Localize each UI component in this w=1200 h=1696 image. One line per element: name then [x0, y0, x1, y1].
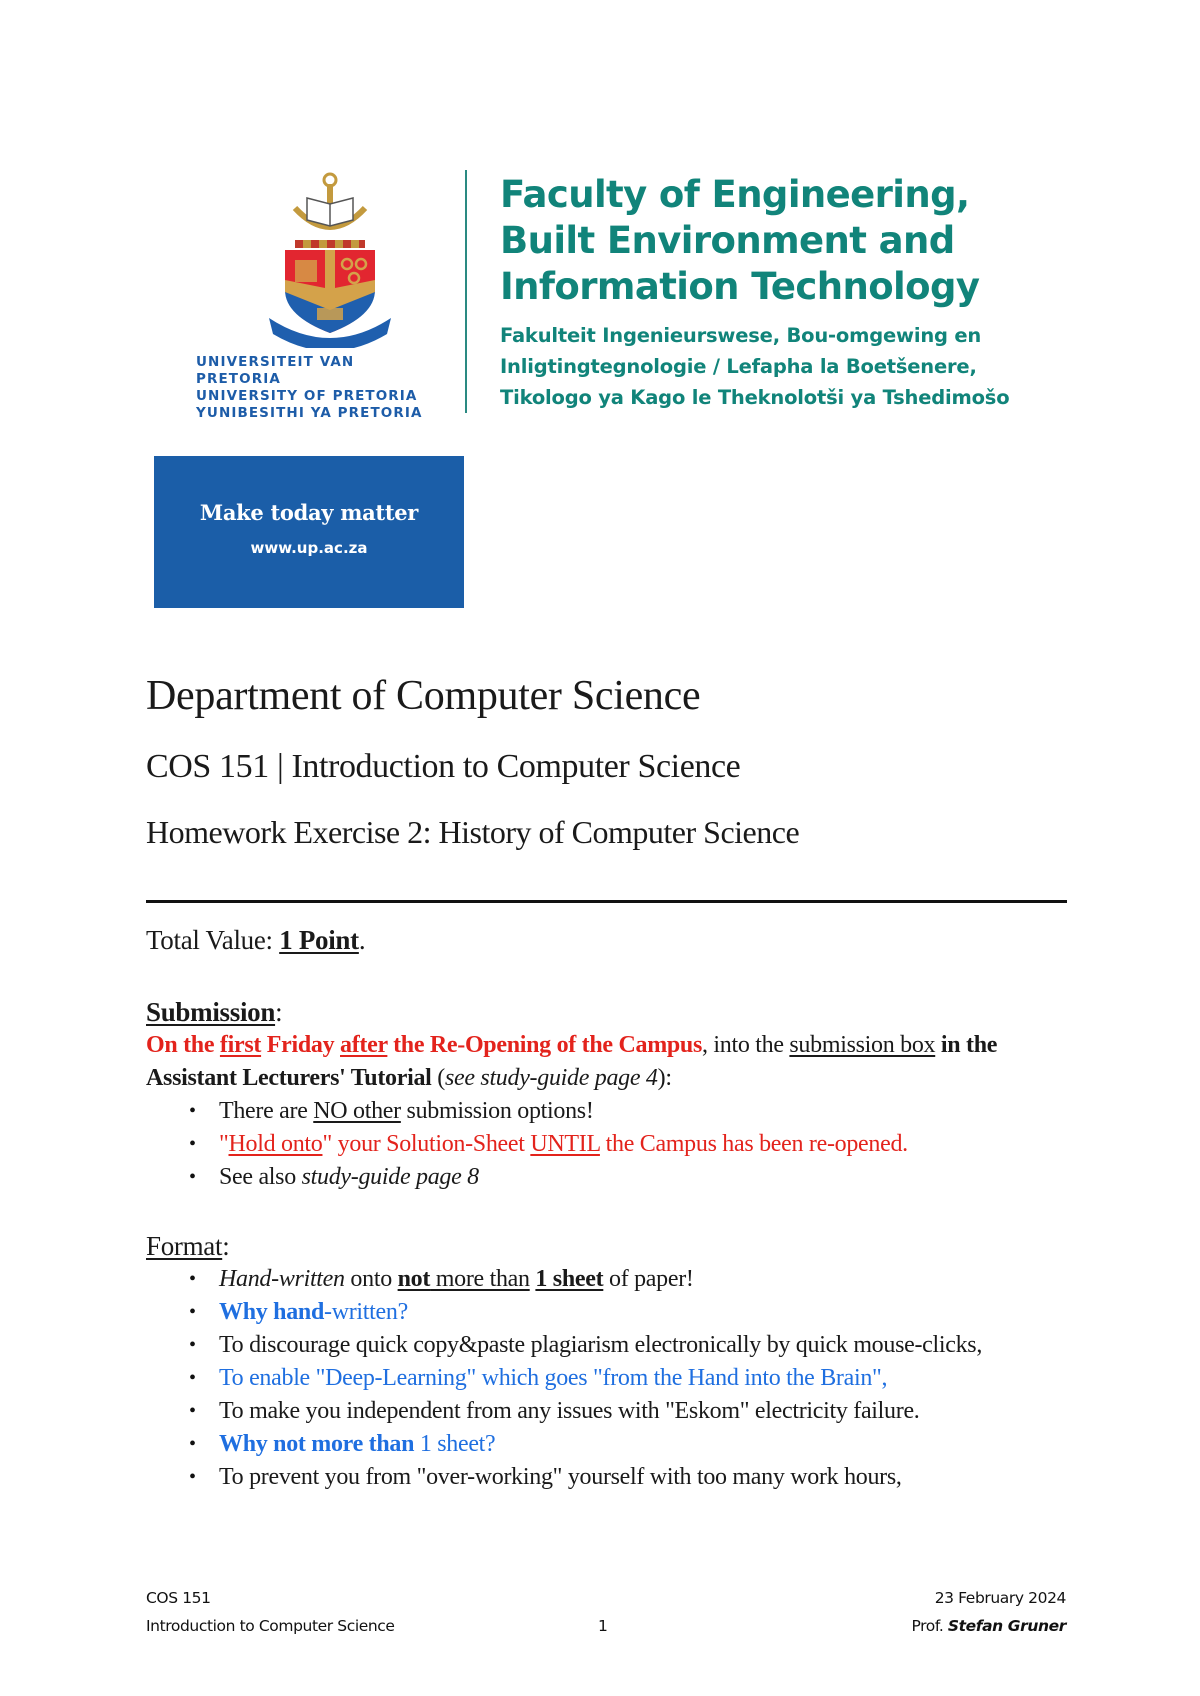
text-run: NO other: [313, 1098, 401, 1124]
faculty-title-line: Information Technology: [500, 265, 980, 308]
faculty-title-line: Built Environment and: [500, 219, 955, 262]
banner-slogan: Make today matter: [199, 500, 419, 525]
text-run: , into the: [702, 1032, 790, 1058]
submission-instructions: [146, 1029, 1076, 1095]
text-run: To make you independent from any issues with "Eskom" electricity failure.: [219, 1398, 920, 1424]
list-item: [146, 1428, 1076, 1461]
total-value-label: Total Value:: [146, 925, 280, 955]
total-value-suffix: .: [358, 925, 366, 955]
text-run: first: [219, 1032, 262, 1058]
faculty-title: [500, 172, 1009, 310]
text-run: There are: [219, 1098, 314, 1124]
faculty-title-line: Faculty of Engineering,: [500, 173, 970, 216]
university-crest-icon: [255, 168, 405, 348]
list-item: [146, 1263, 1076, 1296]
text-run: UNTIL: [530, 1131, 600, 1157]
text-run: submission options!: [400, 1098, 594, 1124]
list-item: [146, 1296, 1076, 1329]
text-run: ):: [657, 1065, 672, 1091]
submission-bullets: [146, 1095, 1076, 1194]
footer-course-code: COS 151: [146, 1589, 211, 1607]
homework-title: Homework Exercise 2: History of Computer Science: [146, 814, 800, 850]
faculty-subtitle-line: Tikologo ya Kago le Theknolotši ya Tshedimošo: [500, 386, 1010, 409]
footer-course-name: Introduction to Computer Science: [146, 1617, 395, 1635]
text-run: To prevent you from "over-working" yourself with too many work hours,: [219, 1464, 902, 1490]
list-item: [146, 1128, 1076, 1161]
format-heading: [146, 1230, 1076, 1263]
text-run: the Re-Opening of the Campus: [387, 1032, 703, 1058]
list-item: [146, 1461, 1076, 1494]
university-name-english: UNIVERSITY OF PRETORIA: [196, 388, 418, 404]
format-heading-text: Format: [146, 1231, 223, 1261]
text-run: ": [219, 1131, 229, 1157]
format-section: [146, 1230, 1076, 1494]
text-run: after: [340, 1032, 388, 1058]
text-run: of paper!: [603, 1266, 694, 1292]
list-item: [146, 1395, 1076, 1428]
heading-colon: :: [275, 997, 283, 1027]
format-bullets: [146, 1263, 1076, 1494]
faculty-subtitle: [500, 320, 1009, 413]
university-name-sepedi: YUNIBESITHI YA PRETORIA: [196, 405, 423, 421]
text-run: To enable "Deep-Learning" which goes "from the Hand into the Brain",: [219, 1365, 888, 1391]
submission-section: [146, 996, 1076, 1194]
list-item: [146, 1329, 1076, 1362]
department-title: Department of Computer Science: [146, 673, 701, 719]
total-value-amount: 1 Point: [279, 925, 359, 955]
faculty-heading: [500, 172, 1009, 413]
course-title: COS 151 | Introduction to Computer Science: [146, 748, 741, 785]
list-item: [146, 1362, 1076, 1395]
text-run: (: [431, 1065, 445, 1091]
university-name-afrikaans: UNIVERSITEIT VAN PRETORIA: [196, 354, 355, 387]
banner-url: www.up.ac.za: [250, 539, 368, 557]
text-run: more than: [430, 1266, 530, 1292]
text-run: submission box: [789, 1032, 936, 1058]
text-run: Hand-written: [219, 1266, 345, 1292]
page-number: 1: [598, 1617, 608, 1635]
author-prefix: Prof.: [911, 1617, 948, 1635]
heading-colon: :: [222, 1231, 230, 1261]
author-name: Stefan Gruner: [947, 1617, 1066, 1635]
text-run: Friday: [261, 1032, 341, 1058]
text-run: See also: [219, 1164, 302, 1190]
text-run: On the: [146, 1032, 220, 1058]
text-run: -written?: [324, 1299, 408, 1325]
text-run: 1 sheet: [535, 1266, 604, 1292]
slogan-banner: [154, 456, 464, 608]
title-rule: [146, 900, 1067, 903]
text-run: " your Solution-Sheet: [322, 1131, 531, 1157]
text-run: in the Assistant Lecturers' Tutorial: [146, 1032, 998, 1091]
text-run: onto: [344, 1266, 398, 1292]
faculty-subtitle-line: Fakulteit Ingenieurswese, Bou-omgewing en: [500, 324, 982, 347]
text-run: not: [397, 1266, 431, 1292]
faculty-subtitle-line: Inligtingtegnologie / Lefapha la Boetšenere,: [500, 355, 977, 378]
total-value: [146, 924, 1076, 957]
list-item: [146, 1095, 1076, 1128]
text-run: see study-guide page 4: [444, 1065, 658, 1091]
footer-author: [912, 1612, 1067, 1640]
university-names: [196, 354, 426, 422]
submission-heading: [146, 996, 1076, 1029]
text-run: Why hand: [219, 1299, 324, 1325]
text-run: Why not more than: [219, 1431, 415, 1457]
text-run: the Campus has been re-opened.: [599, 1131, 908, 1157]
text-run: To discourage quick copy&paste plagiarism electronically by quick mouse-clicks,: [219, 1332, 983, 1358]
list-item: [146, 1161, 1076, 1194]
page-footer: [146, 1584, 1066, 1640]
footer-date: 23 February 2024: [934, 1589, 1066, 1607]
header-divider: [465, 170, 467, 413]
text-run: Hold onto: [228, 1131, 323, 1157]
submission-heading-text: Submission: [146, 997, 276, 1027]
text-run: study-guide page 8: [301, 1164, 479, 1190]
text-run: 1 sheet?: [414, 1431, 496, 1457]
